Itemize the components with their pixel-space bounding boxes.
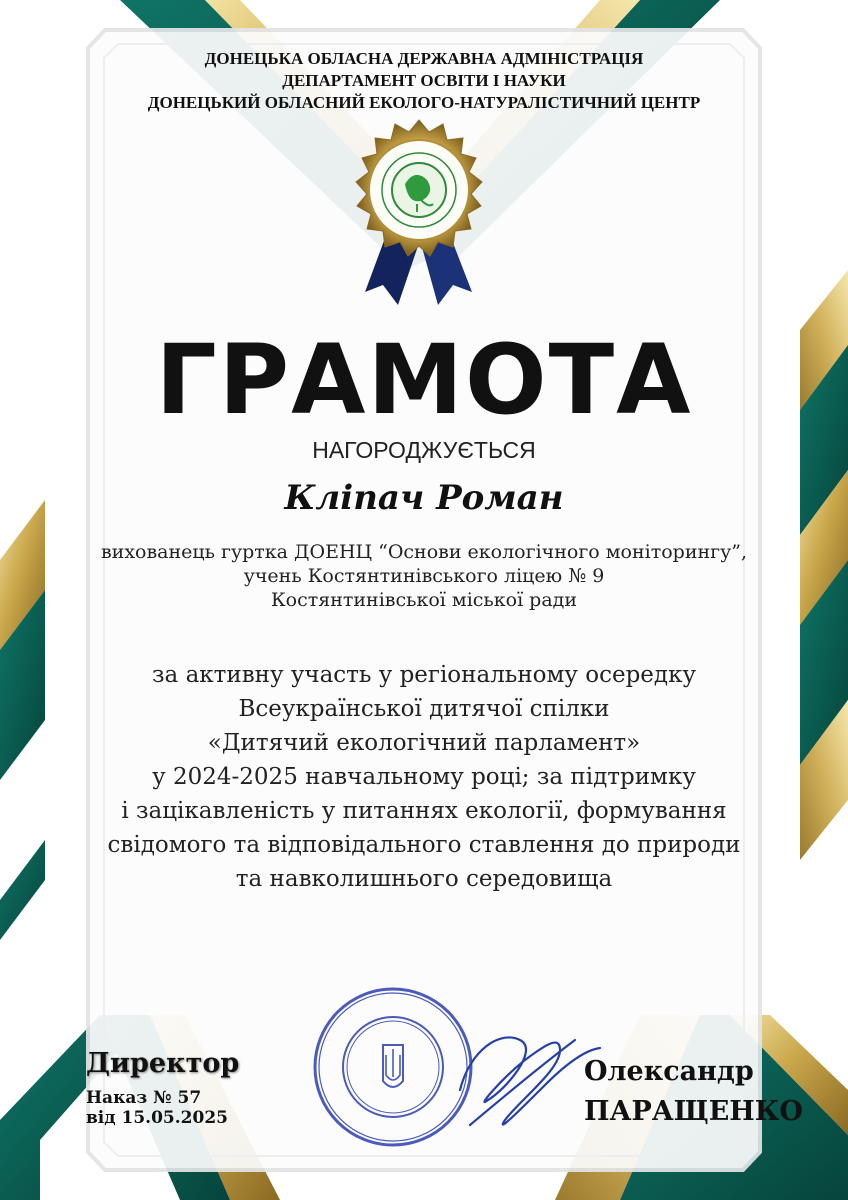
reason-line: «Дитячий екологічний парламент» <box>207 730 641 756</box>
recipient-description <box>0 540 848 612</box>
order-info <box>86 1088 228 1128</box>
organization-line-3: ДОНЕЦЬКИЙ ОБЛАСНИЙ ЕКОЛОГО-НАТУРАЛІСТИЧНИЙ ЦЕНТР <box>147 93 701 112</box>
order-number: Наказ № 57 <box>86 1088 202 1108</box>
description-line: учень Костянтинівського ліцею № 9 <box>243 565 605 587</box>
order-date: від 15.05.2025 <box>86 1108 228 1128</box>
awarded-label: НАГОРОДЖУЄТЬСЯ <box>312 437 536 463</box>
recipient-name: Кліпач Роман <box>284 478 564 518</box>
certificate-title: ГРАМОТА <box>155 324 693 436</box>
description-line: вихованець гуртка ДОЕНЦ “Основи екологічного моніторингу”, <box>100 541 748 563</box>
organization-header <box>0 48 848 114</box>
description-line: Костянтинівської міської ради <box>270 589 578 611</box>
signatory-first-name: Олександр <box>584 1056 754 1087</box>
reason-line: і зацікавленість у питаннях екології, формування <box>121 798 727 824</box>
reason-line: свідомого та відповідального ставлення до природи <box>107 832 741 858</box>
organization-line-2: ДЕПАРТАМЕНТ ОСВІТИ І НАУКИ <box>282 71 566 90</box>
signatory-position: Директор <box>86 1048 240 1079</box>
reason-line: та навколишнього середовища <box>235 866 613 892</box>
signatory-last-name: ПАРАЩЕНКО <box>584 1096 803 1127</box>
reason-line: за активну участь у регіональному осередку <box>152 662 696 688</box>
award-reason <box>0 658 848 896</box>
reason-line: Всеукраїнської дитячої спілки <box>238 696 610 722</box>
signatory-name <box>584 1052 803 1132</box>
organization-line-1: ДОНЕЦЬКА ОБЛАСНА ДЕРЖАВНА АДМІНІСТРАЦІЯ <box>204 49 644 68</box>
reason-line: у 2024-2025 навчальному році; за підтримку <box>152 764 696 790</box>
